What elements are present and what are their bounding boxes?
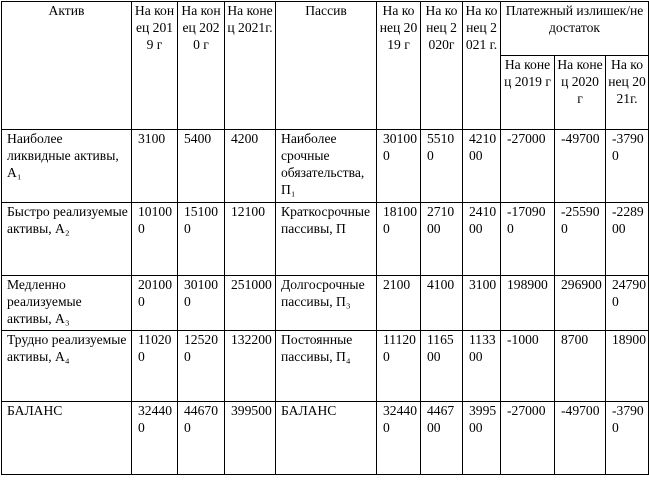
surplus-2021: 247900 (606, 276, 649, 331)
header-aktiv-2021: На конец 2021г. (225, 2, 276, 130)
surplus-2019: -1000 (501, 331, 555, 402)
header-surplus-2019: На конец 2019 г (501, 56, 555, 130)
asset-2019: 110200 (132, 331, 178, 402)
asset-2021: 251000 (225, 276, 276, 331)
liability-2021: 113300 (463, 331, 501, 402)
asset-2021: 132200 (225, 331, 276, 402)
liability-label: Постоянные пассивы, П₄ (276, 331, 377, 402)
header-aktiv: Актив (2, 2, 132, 130)
liability-2020: 55100 (421, 130, 463, 203)
table-row (2, 276, 649, 331)
asset-2020: 5400 (178, 130, 225, 203)
liquidity-balance-table (1, 1, 649, 475)
header-aktiv-2019: На конец 2019 г (132, 2, 178, 130)
asset-label: Медленно реализуемые активы, А₃ (2, 276, 132, 331)
liability-2019: 2100 (377, 276, 421, 331)
liability-label: Наиболее срочные обязательства, П₁ (276, 130, 377, 203)
liability-2021: 3100 (463, 276, 501, 331)
asset-2021: 4200 (225, 130, 276, 203)
asset-2019: 3100 (132, 130, 178, 203)
asset-label: Наиболее ликвидные активы, А₁ (2, 130, 132, 203)
header-aktiv-2020: На конец 2020 г (178, 2, 225, 130)
header-surplus-2020: На конец 2020 г (555, 56, 606, 130)
asset-2021: 12100 (225, 203, 276, 276)
liability-2019: 301000 (377, 130, 421, 203)
asset-2021: 399500 (225, 402, 276, 475)
header-passiv: Пассив (276, 2, 377, 130)
asset-2019: 101000 (132, 203, 178, 276)
header-passiv-2019: На конец 2019 г (377, 2, 421, 130)
surplus-2021: -37900 (606, 402, 649, 475)
liability-2020: 4100 (421, 276, 463, 331)
asset-label: БАЛАНС (2, 402, 132, 475)
asset-2020: 151000 (178, 203, 225, 276)
header-surplus-2021: На конец 2021г. (606, 56, 649, 130)
asset-2019: 324400 (132, 402, 178, 475)
asset-label: Быстро реализуемые активы, А₂ (2, 203, 132, 276)
surplus-2020: -49700 (555, 130, 606, 203)
asset-2020: 446700 (178, 402, 225, 475)
liability-2019: 111200 (377, 331, 421, 402)
asset-2019: 201000 (132, 276, 178, 331)
liability-label: БАЛАНС (276, 402, 377, 475)
liability-2021: 399500 (463, 402, 501, 475)
surplus-2020: -49700 (555, 402, 606, 475)
table-row (2, 331, 649, 402)
asset-2020: 125200 (178, 331, 225, 402)
liability-2019: 181000 (377, 203, 421, 276)
header-passiv-2020: На конец 2020г (421, 2, 463, 130)
table-row (2, 130, 649, 203)
liability-2021: 241000 (463, 203, 501, 276)
header-passiv-2021: На конец 2021 г. (463, 2, 501, 130)
table-row (2, 203, 649, 276)
surplus-2021: -228900 (606, 203, 649, 276)
surplus-2020: -255900 (555, 203, 606, 276)
liability-2020: 271000 (421, 203, 463, 276)
surplus-2021: 18900 (606, 331, 649, 402)
surplus-2019: -27000 (501, 402, 555, 475)
liability-2020: 446700 (421, 402, 463, 475)
surplus-2020: 8700 (555, 331, 606, 402)
surplus-2019: -27000 (501, 130, 555, 203)
asset-2020: 301000 (178, 276, 225, 331)
surplus-2021: -37900 (606, 130, 649, 203)
surplus-2019: 198900 (501, 276, 555, 331)
surplus-2019: -170900 (501, 203, 555, 276)
header-surplus: Платежный излишек/недостаток (501, 2, 649, 56)
surplus-2020: 296900 (555, 276, 606, 331)
liability-2021: 421000 (463, 130, 501, 203)
liability-label: Долгосрочные пассивы, П₃ (276, 276, 377, 331)
table-row (2, 402, 649, 475)
asset-label: Трудно реализуемые активы, А₄ (2, 331, 132, 402)
liability-label: Краткосрочные пассивы, П (276, 203, 377, 276)
liability-2019: 324400 (377, 402, 421, 475)
header-row (2, 2, 649, 56)
liability-2020: 116500 (421, 331, 463, 402)
